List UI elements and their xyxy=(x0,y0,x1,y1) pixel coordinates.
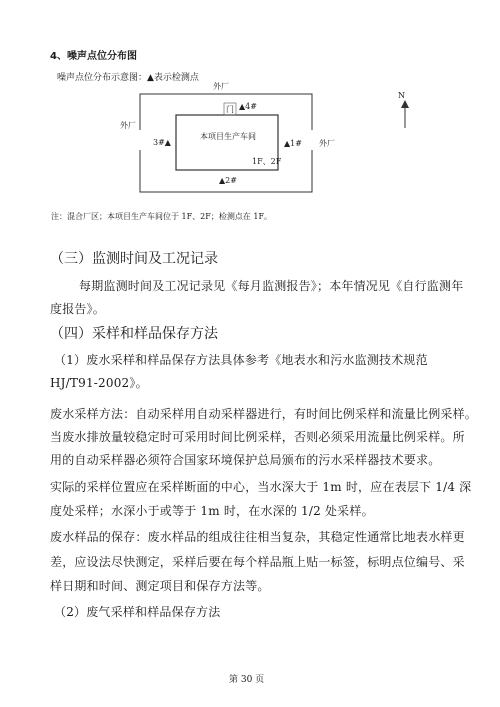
section-heading-noise-map: 4、噪声点位分布图 xyxy=(50,51,137,62)
floors-label: 1F、2F xyxy=(252,157,282,166)
monitor-point-4: ▲4# xyxy=(239,102,257,111)
paragraph-line: 度报告》。 xyxy=(50,302,106,316)
north-label: N xyxy=(398,91,405,100)
door-label: 门 xyxy=(226,105,234,114)
section-title-sampling-methods: （四）采样和样品保存方法 xyxy=(50,326,218,342)
noise-point-diagram xyxy=(0,0,500,230)
paragraph-line: 样日期和时间、测定项目和保存方法等。 xyxy=(50,579,270,593)
outer-boundary-bottom xyxy=(140,150,312,192)
paragraph-line: HJ/T91-2002》。 xyxy=(50,376,148,390)
diagram-note: 注：混合厂区；本项目生产车间位于 1F、2F；检测点在 1F。 xyxy=(51,212,273,221)
paragraph-line: 每期监测时间及工况记录见《每月监测报告》；本年情况见《自行监测年 xyxy=(79,279,464,293)
paragraph-line: 度处采样；水深小于或等于 1m 时，在水深的 1/2 处采样。 xyxy=(50,504,374,518)
page-number: 第 30 页 xyxy=(229,675,265,685)
paragraph-line: （2）废气采样和样品保存方法 xyxy=(54,605,221,619)
paragraph-line: 用的自动采样器必须符合国家环境保护总局颁布的污水采样器技术要求。 xyxy=(50,453,441,467)
monitor-point-3: 3#▲ xyxy=(153,138,171,147)
outside-plant-left: 外厂 xyxy=(120,121,136,130)
paragraph-line: 当废水排放量较稳定时可采用时间比例采样，否则必须采用流量比例采样。所 xyxy=(50,430,465,444)
outside-plant-right: 外厂 xyxy=(319,139,335,148)
diagram-caption: 噪声点位分布示意图：▲表示检测点 xyxy=(57,73,199,83)
paragraph-line: 废水样品的保存：废水样品的组成往往相当复杂，其稳定性通常比地表水样更 xyxy=(50,530,465,544)
monitor-point-2: ▲2# xyxy=(219,176,237,185)
workshop-label: 本项目生产车间 xyxy=(200,132,256,141)
north-arrow-head-icon xyxy=(401,100,409,108)
paragraph-line: （1）废水采样和样品保存方法具体参考《地表水和污水监测技术规范 xyxy=(54,353,428,367)
outside-plant-top: 外厂 xyxy=(213,82,229,91)
monitor-point-1: ▲1# xyxy=(284,139,302,148)
paragraph-line: 废水采样方法：自动采样用自动采样器进行，有时间比例采样和流量比例采样。 xyxy=(50,407,478,421)
section-title-monitoring-time: （三）监测时间及工况记录 xyxy=(50,251,218,267)
paragraph-line: 实际的采样位置应在采样断面的中心，当水深大于 1m 时，应在表层下 1/4 深 xyxy=(50,480,472,494)
paragraph-line: 差，应设法尽快测定，采样后要在每个样品瓶上贴一标签，标明点位编号、采 xyxy=(50,555,465,569)
